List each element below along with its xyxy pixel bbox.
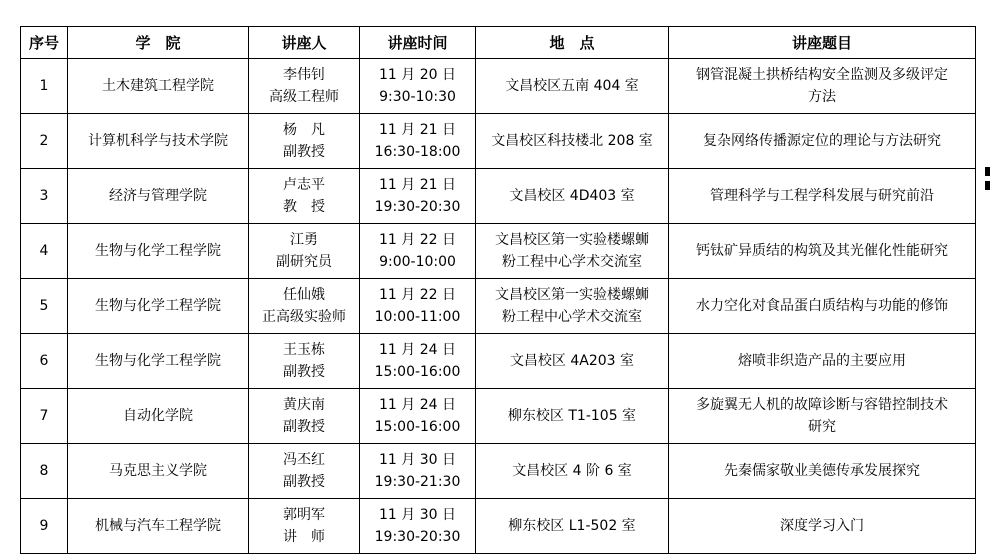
- speaker-title: 副教授: [283, 419, 325, 435]
- cell-topic: 熔喷非织造产品的主要应用: [669, 334, 976, 389]
- cell-topic: 钙钛矿异质结的构筑及其光催化性能研究: [669, 224, 976, 279]
- speaker-name: 王玉栋: [283, 342, 325, 358]
- cell-no: 6: [21, 334, 68, 389]
- cell-no: 4: [21, 224, 68, 279]
- lecture-date: 11 月 30 日: [379, 507, 456, 523]
- speaker-title: 副教授: [283, 474, 325, 490]
- lecture-date: 11 月 21 日: [379, 122, 456, 138]
- table-row: [21, 59, 976, 114]
- cell-topic: 管理科学与工程学科发展与研究前沿: [669, 169, 976, 224]
- cell-place: 柳东校区 T1-105 室: [476, 389, 669, 444]
- cell-speaker: [249, 114, 360, 169]
- speaker-name: 江勇: [290, 232, 318, 248]
- cell-no: 8: [21, 444, 68, 499]
- edge-mark: [985, 167, 990, 176]
- lecture-hours: 19:30-20:30: [374, 529, 461, 545]
- table-row: [21, 389, 976, 444]
- lecture-hours: 15:00-16:00: [374, 419, 461, 435]
- cell-no: 9: [21, 499, 68, 554]
- table-row: [21, 279, 976, 334]
- table-row: [21, 169, 976, 224]
- edge-mark: [985, 181, 990, 190]
- cell-college: 生物与化学工程学院: [68, 224, 249, 279]
- cell-speaker: [249, 499, 360, 554]
- lecture-hours: 19:30-20:30: [374, 199, 461, 215]
- cell-time: [360, 444, 476, 499]
- cell-no: 1: [21, 59, 68, 114]
- cell-time: [360, 389, 476, 444]
- cell-college: 生物与化学工程学院: [68, 279, 249, 334]
- cell-college: 机械与汽车工程学院: [68, 499, 249, 554]
- lecture-date: 11 月 21 日: [379, 177, 456, 193]
- cell-speaker: [249, 334, 360, 389]
- lecture-hours: 10:00-11:00: [374, 309, 461, 325]
- cell-no: 7: [21, 389, 68, 444]
- header-college: 学 院: [68, 27, 249, 59]
- lecture-date: 11 月 22 日: [379, 232, 456, 248]
- speaker-name: 杨 凡: [283, 122, 325, 138]
- speaker-title: 高级工程师: [269, 89, 339, 105]
- lecture-schedule-table: [20, 26, 976, 554]
- cell-college: 自动化学院: [68, 389, 249, 444]
- lecture-hours: 16:30-18:00: [374, 144, 461, 160]
- speaker-name: 李伟钊: [283, 67, 325, 83]
- cell-time: [360, 59, 476, 114]
- cell-no: 3: [21, 169, 68, 224]
- header-no: 序号: [21, 27, 68, 59]
- cell-college: 计算机科学与技术学院: [68, 114, 249, 169]
- cell-speaker: [249, 444, 360, 499]
- cell-place: 文昌校区第一实验楼螺蛳 粉工程中心学术交流室: [476, 224, 669, 279]
- speaker-name: 冯丕红: [283, 452, 325, 468]
- speaker-title: 副教授: [283, 364, 325, 380]
- speaker-name: 黄庆南: [283, 397, 325, 413]
- cell-topic: 深度学习入门: [669, 499, 976, 554]
- cell-place: 文昌校区 4 阶 6 室: [476, 444, 669, 499]
- cell-college: 经济与管理学院: [68, 169, 249, 224]
- lecture-date: 11 月 22 日: [379, 287, 456, 303]
- cell-place: 柳东校区 L1-502 室: [476, 499, 669, 554]
- cell-no: 5: [21, 279, 68, 334]
- table-row: [21, 334, 976, 389]
- cell-topic: 多旋翼无人机的故障诊断与容错控制技术 研究: [669, 389, 976, 444]
- header-speaker: 讲座人: [249, 27, 360, 59]
- speaker-title: 副研究员: [276, 254, 332, 270]
- speaker-name: 任仙娥: [283, 287, 325, 303]
- lecture-hours: 9:30-10:30: [379, 89, 456, 105]
- cell-college: 生物与化学工程学院: [68, 334, 249, 389]
- cell-speaker: [249, 389, 360, 444]
- lecture-date: 11 月 20 日: [379, 67, 456, 83]
- cell-topic: 复杂网络传播源定位的理论与方法研究: [669, 114, 976, 169]
- cell-time: [360, 224, 476, 279]
- speaker-title: 副教授: [283, 144, 325, 160]
- cell-speaker: [249, 59, 360, 114]
- cell-time: [360, 114, 476, 169]
- cell-speaker: [249, 224, 360, 279]
- cell-topic: 先秦儒家敬业美德传承发展探究: [669, 444, 976, 499]
- cell-speaker: [249, 169, 360, 224]
- cell-no: 2: [21, 114, 68, 169]
- cell-college: 马克思主义学院: [68, 444, 249, 499]
- header-topic: 讲座题目: [669, 27, 976, 59]
- cell-topic: 水力空化对食品蛋白质结构与功能的修饰: [669, 279, 976, 334]
- table-row: [21, 114, 976, 169]
- table-row: [21, 499, 976, 554]
- header-row: [21, 27, 976, 59]
- speaker-title: 正高级实验师: [262, 309, 346, 325]
- cell-place: 文昌校区第一实验楼螺蛳 粉工程中心学术交流室: [476, 279, 669, 334]
- cell-time: [360, 279, 476, 334]
- speaker-name: 卢志平: [283, 177, 325, 193]
- lecture-date: 11 月 24 日: [379, 397, 456, 413]
- table-row: [21, 444, 976, 499]
- cell-time: [360, 499, 476, 554]
- speaker-title: 讲 师: [283, 529, 325, 545]
- cell-topic: 钢管混凝土拱桥结构安全监测及多级评定 方法: [669, 59, 976, 114]
- lecture-hours: 15:00-16:00: [374, 364, 461, 380]
- lecture-date: 11 月 30 日: [379, 452, 456, 468]
- cell-speaker: [249, 279, 360, 334]
- lecture-hours: 9:00-10:00: [379, 254, 456, 270]
- cell-place: 文昌校区 4A203 室: [476, 334, 669, 389]
- speaker-name: 郭明军: [283, 507, 325, 523]
- cell-place: 文昌校区科技楼北 208 室: [476, 114, 669, 169]
- header-time: 讲座时间: [360, 27, 476, 59]
- lecture-hours: 19:30-21:30: [374, 474, 461, 490]
- header-place: 地 点: [476, 27, 669, 59]
- cell-time: [360, 334, 476, 389]
- table-row: [21, 224, 976, 279]
- cell-college: 土木建筑工程学院: [68, 59, 249, 114]
- cell-place: 文昌校区五南 404 室: [476, 59, 669, 114]
- cell-place: 文昌校区 4D403 室: [476, 169, 669, 224]
- lecture-date: 11 月 24 日: [379, 342, 456, 358]
- cell-time: [360, 169, 476, 224]
- speaker-title: 教 授: [283, 199, 325, 215]
